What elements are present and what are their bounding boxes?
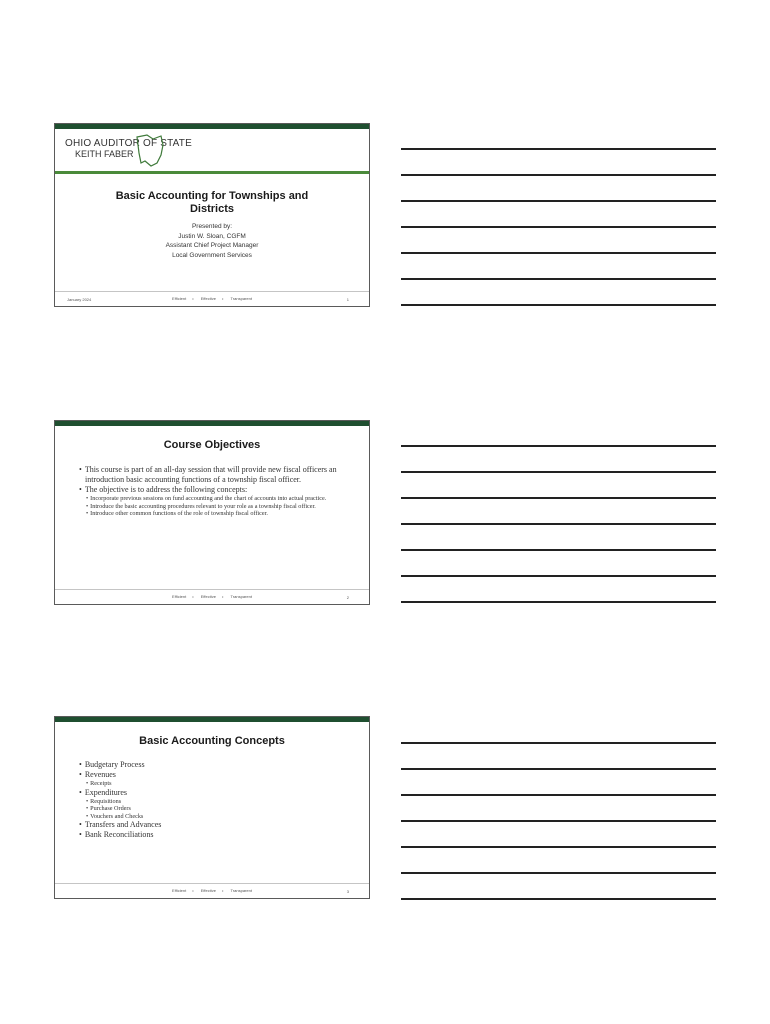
notes-line (401, 174, 716, 176)
sub-bullet-item: • Introduce the basic accounting procedures relevant to your role as a township fiscal officer. (77, 503, 339, 511)
notes-line (401, 820, 716, 822)
slide-footer: Efficient • Effective • Transparent 2 (55, 589, 369, 604)
title-band (55, 171, 369, 174)
notes-line (401, 575, 716, 577)
bullet-item: • Revenues (77, 770, 339, 780)
notes-line (401, 742, 716, 744)
footer-item: Efficient (172, 888, 187, 893)
footer-item: Transparent (230, 296, 252, 301)
sub-bullet-item: • Introduce other common functions of the role of township fiscal officer. (77, 510, 339, 518)
slide-title: Basic Accounting for Townships and Districts (115, 190, 309, 215)
slide-number: 3 (346, 889, 349, 894)
slide-1 (54, 123, 370, 307)
logo-line1: OHIO AUDITOR OF STATE (65, 138, 192, 149)
notes-line (401, 768, 716, 770)
footer-item: Effective (200, 888, 216, 893)
sub-bullet-item: • Incorporate previous sessions on fund accounting and the chart of accounts into actual practice. (77, 495, 339, 503)
slide-number: 1 (346, 297, 349, 302)
notes-line (401, 471, 716, 473)
notes-line (401, 148, 716, 150)
footer-item: Effective (200, 296, 216, 301)
auditor-logo (63, 133, 192, 169)
notes-line (401, 445, 716, 447)
presenter-label: Presented by: (191, 223, 233, 230)
notes-line (401, 226, 716, 228)
bullet-item: • This course is part of an all-day session that will provide new fiscal officers an introduction basic accounting functions of a township fiscal officer. (77, 465, 339, 485)
notes-line (401, 278, 716, 280)
slide-number: 2 (346, 595, 349, 600)
presenter-block (85, 222, 339, 260)
logo-line2: KEITH FABER (75, 149, 134, 159)
footer-item: Transparent (230, 594, 252, 599)
slide-footer: January 2024 Efficient • Effective • Transparent 1 (55, 291, 369, 306)
notes-line (401, 523, 716, 525)
slide-2 (54, 420, 370, 605)
presenter-role: Assistant Chief Project Manager (165, 242, 259, 249)
slide-3 (54, 716, 370, 899)
bullet-list (77, 465, 339, 518)
footer-date: January 2024 (67, 297, 92, 302)
slide-top-bar (55, 421, 369, 426)
notes-line (401, 794, 716, 796)
sub-bullet-item: • Requisitions (77, 798, 339, 806)
bullet-item: • Budgetary Process (77, 760, 339, 770)
slide-top-bar (55, 717, 369, 722)
slide-title: Course Objectives (163, 439, 261, 451)
notes-line (401, 200, 716, 202)
slide-top-bar (55, 124, 369, 129)
notes-line (401, 549, 716, 551)
footer-item: Efficient (172, 296, 187, 301)
notes-line (401, 898, 716, 900)
slide-footer: Efficient • Effective • Transparent 3 (55, 883, 369, 898)
slide-title: Basic Accounting Concepts (139, 735, 285, 747)
presenter-name: Justin W. Sloan, CGFM (178, 232, 246, 240)
ohio-outline-icon (133, 133, 169, 169)
bullet-item: • Bank Reconciliations (77, 830, 339, 840)
sub-bullet-item: • Vouchers and Checks (77, 813, 339, 821)
footer-item: Efficient (172, 594, 187, 599)
bullet-item: • Transfers and Advances (77, 820, 339, 830)
bullet-item: • Expenditures (77, 788, 339, 798)
sub-bullet-item: • Receipts (77, 780, 339, 788)
notes-line (401, 497, 716, 499)
presenter-dept: Local Government Services (172, 251, 252, 259)
bullet-list (77, 760, 339, 840)
sub-bullet-item: • Purchase Orders (77, 805, 339, 813)
footer-item: Effective (200, 594, 216, 599)
notes-line (401, 252, 716, 254)
notes-line (401, 601, 716, 603)
notes-line (401, 846, 716, 848)
notes-line (401, 304, 716, 306)
footer-item: Transparent (230, 888, 252, 893)
notes-line (401, 872, 716, 874)
bullet-item: • The objective is to address the following concepts: (77, 485, 339, 495)
